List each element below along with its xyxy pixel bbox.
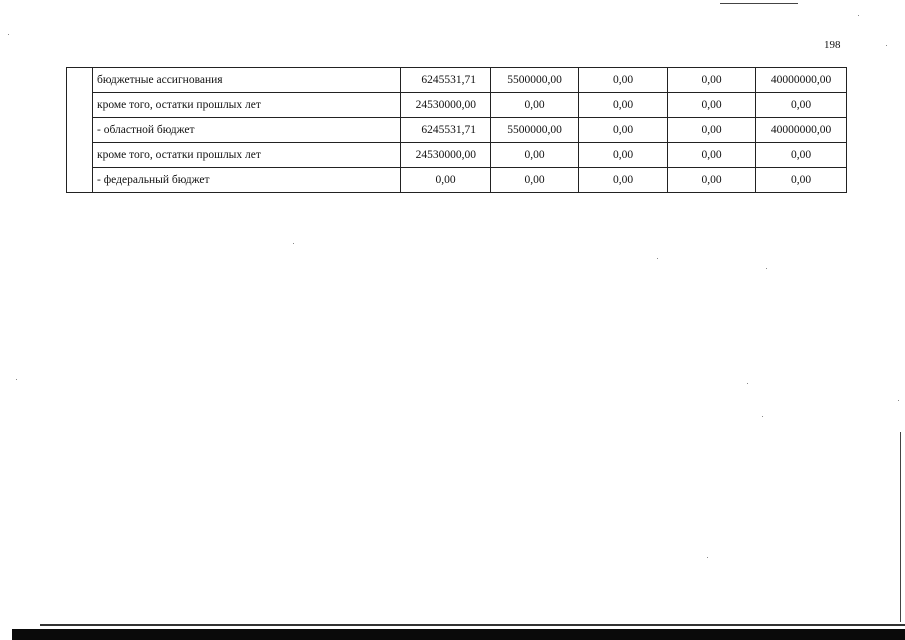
- scan-speck: [707, 557, 708, 558]
- scan-speck: [293, 243, 294, 244]
- scan-speck: [16, 379, 17, 380]
- value-cell: 24530000,00: [401, 143, 491, 168]
- value-cell: 0,00: [491, 143, 579, 168]
- row-label: - областной бюджет: [93, 118, 401, 143]
- value-cell: 0,00: [668, 68, 756, 93]
- scan-bottom-bar: [12, 629, 905, 640]
- scan-speck: [657, 258, 658, 259]
- value-cell: 0,00: [579, 143, 668, 168]
- top-rule: [720, 3, 798, 4]
- value-cell: 0,00: [756, 143, 847, 168]
- row-label: кроме того, остатки прошлых лет: [93, 143, 401, 168]
- table-row: [67, 93, 847, 118]
- scan-speck: [8, 34, 9, 35]
- scan-speck: [886, 45, 887, 46]
- value-cell: 0,00: [401, 168, 491, 193]
- value-cell: 0,00: [579, 118, 668, 143]
- value-cell: 24530000,00: [401, 93, 491, 118]
- scan-speck: [858, 15, 859, 16]
- scan-edge-line: [900, 432, 901, 622]
- row-label: - федеральный бюджет: [93, 168, 401, 193]
- scan-speck: [766, 268, 767, 269]
- page-number: 198: [824, 39, 841, 51]
- scan-speck: [762, 416, 763, 417]
- value-cell: 0,00: [756, 168, 847, 193]
- scan-speck: [898, 400, 899, 401]
- value-cell: 0,00: [579, 168, 668, 193]
- value-cell: 0,00: [668, 118, 756, 143]
- value-cell: 40000000,00: [756, 118, 847, 143]
- scan-speck: [747, 383, 748, 384]
- table-row: [67, 118, 847, 143]
- value-cell: 5500000,00: [491, 68, 579, 93]
- value-cell: 0,00: [668, 143, 756, 168]
- empty-number-cell: [67, 68, 93, 193]
- table-row: [67, 143, 847, 168]
- row-label: кроме того, остатки прошлых лет: [93, 93, 401, 118]
- value-cell: 0,00: [579, 93, 668, 118]
- table-row: [67, 168, 847, 193]
- value-cell: 0,00: [668, 168, 756, 193]
- value-cell: 0,00: [756, 93, 847, 118]
- table-row: [67, 68, 847, 93]
- value-cell: 5500000,00: [491, 118, 579, 143]
- row-label: бюджетные ассигнования: [93, 68, 401, 93]
- value-cell: 6245531,71: [401, 118, 491, 143]
- value-cell: 6245531,71: [401, 68, 491, 93]
- budget-table: [66, 67, 847, 193]
- scan-bottom-edge: [40, 624, 905, 626]
- value-cell: 0,00: [491, 93, 579, 118]
- value-cell: 0,00: [579, 68, 668, 93]
- value-cell: 0,00: [491, 168, 579, 193]
- value-cell: 40000000,00: [756, 68, 847, 93]
- value-cell: 0,00: [668, 93, 756, 118]
